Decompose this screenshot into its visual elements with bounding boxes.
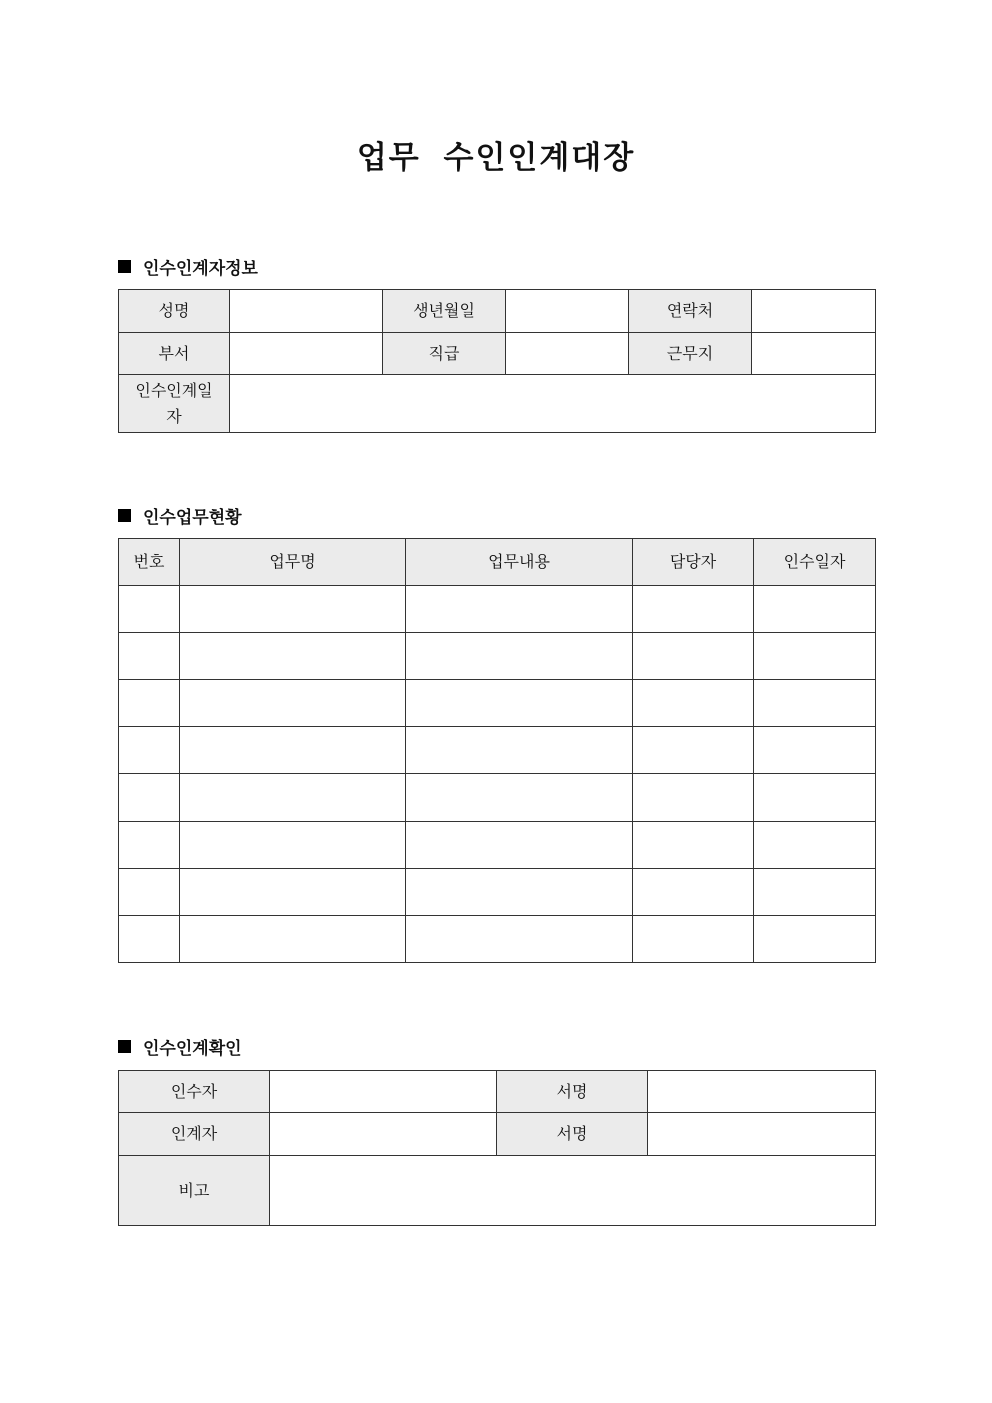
handover-date-field[interactable] <box>230 375 876 433</box>
table-cell[interactable] <box>119 774 180 822</box>
square-bullet-icon <box>118 509 131 522</box>
table-cell[interactable] <box>633 869 754 916</box>
dept-field[interactable] <box>230 333 383 375</box>
contact-field[interactable] <box>752 290 876 333</box>
table-row <box>119 586 876 633</box>
handover-info-table <box>118 289 876 433</box>
receiver-field[interactable] <box>270 1071 497 1113</box>
table-header-row <box>119 539 876 586</box>
page-title: 업무 수인인계대장 <box>356 140 636 176</box>
section-heading-handover-info <box>118 254 258 279</box>
table-cell[interactable] <box>119 727 180 774</box>
table-cell[interactable] <box>633 586 754 633</box>
table-cell[interactable] <box>406 586 633 633</box>
table-cell[interactable] <box>119 916 180 963</box>
table-cell[interactable] <box>406 680 633 727</box>
section-heading-label: 인수업무현황 <box>143 508 242 528</box>
table-cell[interactable] <box>406 822 633 869</box>
table-cell[interactable] <box>633 916 754 963</box>
table-cell[interactable] <box>633 822 754 869</box>
table-cell[interactable] <box>119 680 180 727</box>
table-cell[interactable] <box>180 774 406 822</box>
table-cell[interactable] <box>406 916 633 963</box>
note-field[interactable] <box>270 1156 876 1226</box>
section-heading-label: 인수인계확인 <box>143 1039 242 1059</box>
table-cell[interactable] <box>119 633 180 680</box>
table-cell[interactable] <box>754 633 876 680</box>
table-cell[interactable] <box>754 822 876 869</box>
dept-label: 부서 <box>119 333 230 375</box>
receiver-label: 인수자 <box>119 1071 270 1113</box>
table-cell[interactable] <box>406 727 633 774</box>
receiver-signature-field[interactable] <box>648 1071 876 1113</box>
table-row <box>119 727 876 774</box>
table-cell[interactable] <box>119 822 180 869</box>
table-cell[interactable] <box>119 869 180 916</box>
name-label: 성명 <box>119 290 230 333</box>
rank-field[interactable] <box>506 333 629 375</box>
table-cell[interactable] <box>633 727 754 774</box>
table-cell[interactable] <box>180 680 406 727</box>
table-row <box>119 822 876 869</box>
table-cell[interactable] <box>633 774 754 822</box>
section-heading-handover-confirm <box>118 1034 242 1059</box>
table-row <box>119 869 876 916</box>
table-row <box>119 774 876 822</box>
giver-field[interactable] <box>270 1113 497 1156</box>
giver-signature-label: 서명 <box>497 1113 648 1156</box>
table-cell[interactable] <box>180 727 406 774</box>
table-cell[interactable] <box>754 869 876 916</box>
table-cell[interactable] <box>633 633 754 680</box>
col-header-task-name: 업무명 <box>180 539 406 586</box>
workplace-field[interactable] <box>752 333 876 375</box>
table-cell[interactable] <box>754 586 876 633</box>
receiver-signature-label: 서명 <box>497 1071 648 1113</box>
table-row <box>119 680 876 727</box>
section-heading-label: 인수인계자정보 <box>143 259 258 279</box>
handover-confirm-table <box>118 1070 876 1226</box>
table-cell[interactable] <box>119 586 180 633</box>
table-cell[interactable] <box>406 633 633 680</box>
section-heading-task-status <box>118 503 242 528</box>
col-header-takeover-date: 인수일자 <box>754 539 876 586</box>
workplace-label: 근무지 <box>629 333 752 375</box>
table-cell[interactable] <box>180 586 406 633</box>
table-cell[interactable] <box>180 822 406 869</box>
table-row <box>119 633 876 680</box>
table-cell[interactable] <box>754 727 876 774</box>
col-header-no: 번호 <box>119 539 180 586</box>
rank-label: 직급 <box>383 333 506 375</box>
square-bullet-icon <box>118 260 131 273</box>
table-row <box>119 916 876 963</box>
table-cell[interactable] <box>180 633 406 680</box>
table-cell[interactable] <box>180 869 406 916</box>
task-status-table <box>118 538 876 963</box>
birth-field[interactable] <box>506 290 629 333</box>
giver-label: 인계자 <box>119 1113 270 1156</box>
note-label: 비고 <box>119 1156 270 1226</box>
table-cell[interactable] <box>754 916 876 963</box>
col-header-manager: 담당자 <box>633 539 754 586</box>
handover-date-label: 인수인계일자 <box>119 375 230 433</box>
table-cell[interactable] <box>633 680 754 727</box>
name-field[interactable] <box>230 290 383 333</box>
table-cell[interactable] <box>406 774 633 822</box>
table-cell[interactable] <box>180 916 406 963</box>
table-cell[interactable] <box>754 774 876 822</box>
birth-label: 생년월일 <box>383 290 506 333</box>
giver-signature-field[interactable] <box>648 1113 876 1156</box>
col-header-task-content: 업무내용 <box>406 539 633 586</box>
table-cell[interactable] <box>754 680 876 727</box>
square-bullet-icon <box>118 1040 131 1053</box>
contact-label: 연락처 <box>629 290 752 333</box>
table-cell[interactable] <box>406 869 633 916</box>
